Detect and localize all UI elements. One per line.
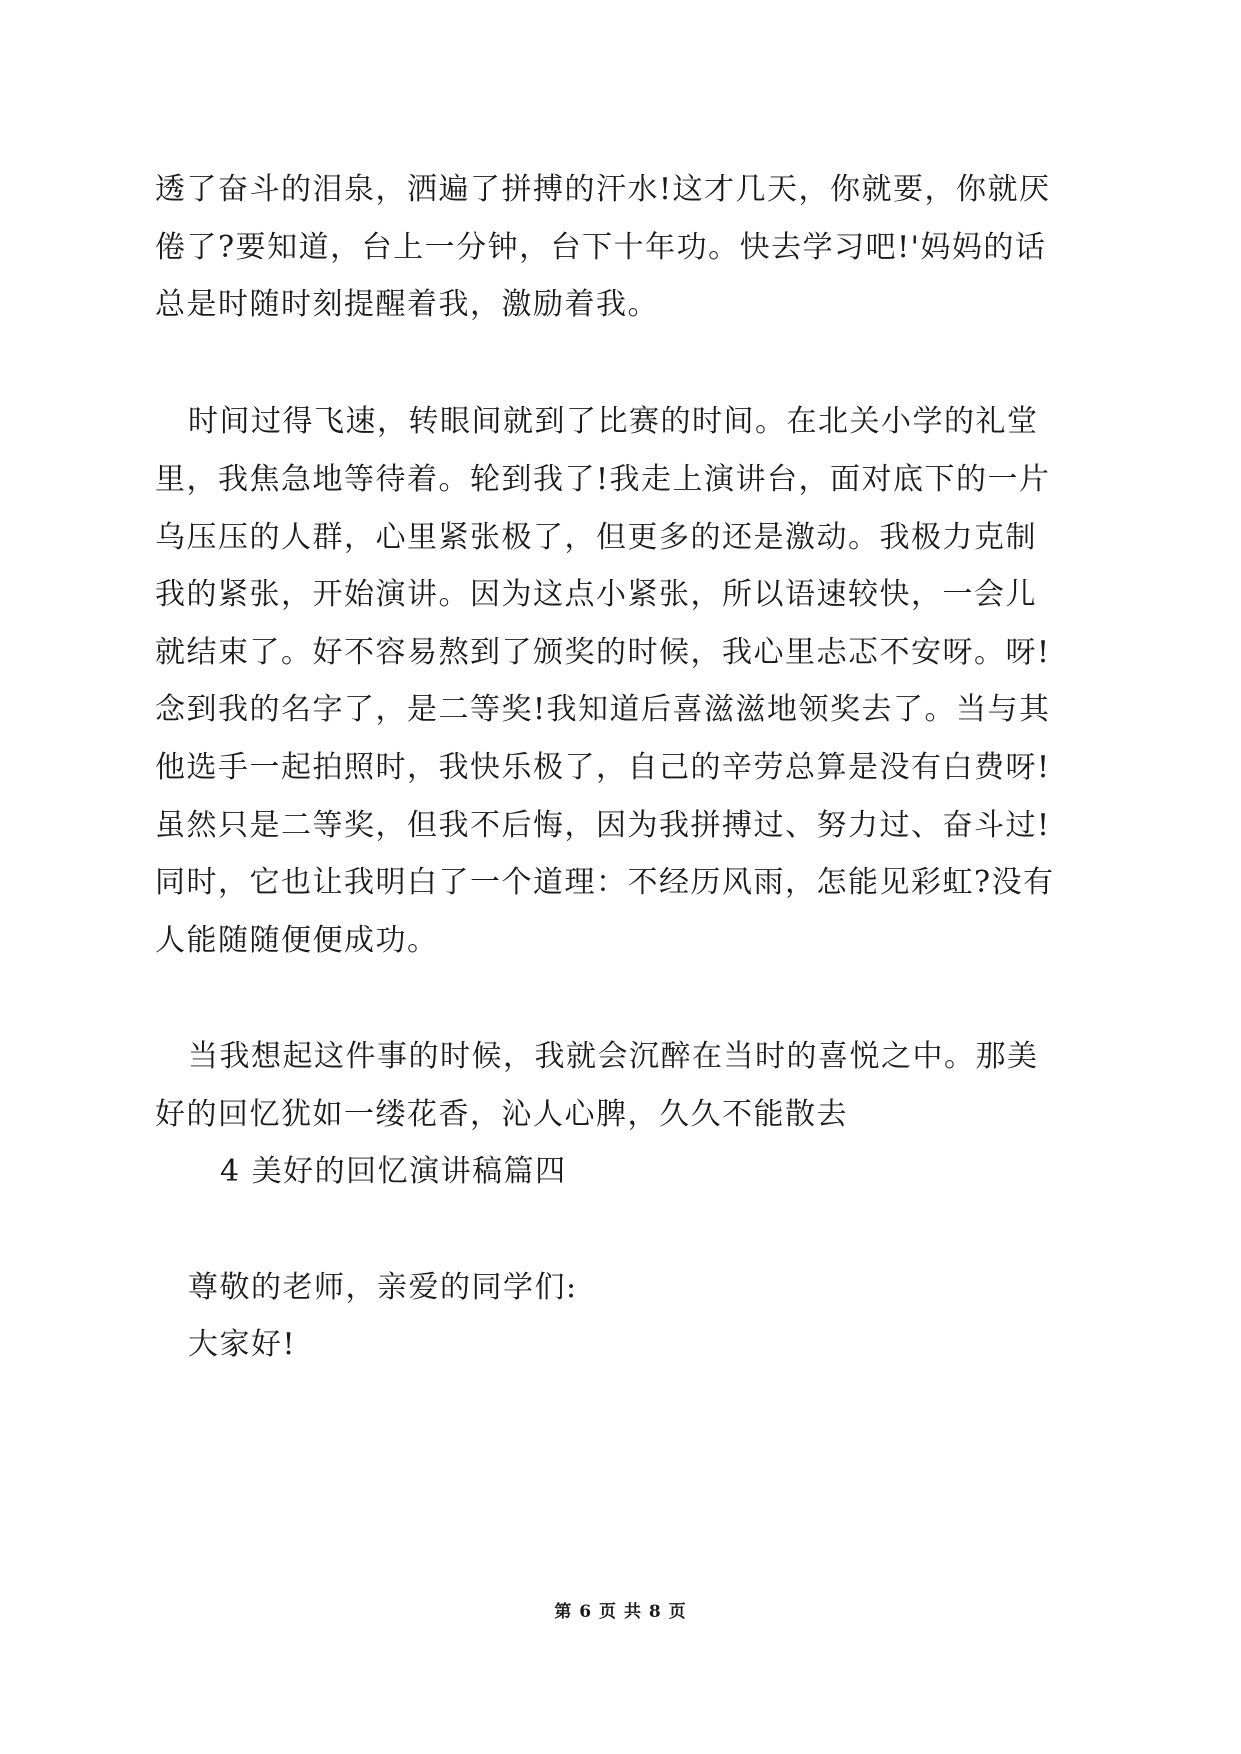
greeting: 尊敬的老师，亲爱的同学们: (188, 1270, 578, 1305)
paragraph-2-line-10: 人能随随便便成功。 (155, 923, 439, 958)
salutation: 大家好! (188, 1327, 297, 1362)
paragraph-2-line-8: 虽然只是二等奖，但我不后悔，因为我拼搏过、努力过、奋斗过! (155, 808, 1051, 843)
paragraph-2-line-4: 我的紧张，开始演讲。因为这点小紧张，所以语速较快，一会儿 (155, 577, 1037, 612)
section-heading: 4 美好的回忆演讲稿篇四 (220, 1154, 567, 1189)
paragraph-3-line-1: 当我想起这件事的时候，我就会沉醉在当时的喜悦之中。那美 (188, 1039, 1039, 1074)
paragraph-2-line-2: 里，我焦急地等待着。轮到我了!我走上演讲台，面对底下的一片 (155, 462, 1051, 497)
paragraph-2-line-9: 同时，它也让我明白了一个道理：不经历风雨，怎能见彩虹?没有 (155, 865, 1055, 900)
paragraph-3-line-2: 好的回忆犹如一缕花香，沁人心脾，久久不能散去 (155, 1097, 848, 1132)
paragraph-2-line-6: 念到我的名字了，是二等奖!我知道后喜滋滋地领奖去了。当与其 (155, 692, 1051, 727)
paragraph-2-line-3: 乌压压的人群，心里紧张极了，但更多的还是激动。我极力克制 (155, 520, 1037, 555)
paragraph-1-line-1: 透了奋斗的泪泉，洒遍了拼搏的汗水!这才几天，你就要，你就厌 (155, 172, 1051, 207)
page-number-footer: 第 6 页 共 8 页 (554, 1602, 687, 1622)
paragraph-1-line-2: 倦了?要知道，台上一分钟，台下十年功。快去学习吧!'妈妈的话 (155, 230, 1047, 265)
paragraph-2-line-7: 他选手一起拍照时，我快乐极了，自己的辛劳总算是没有白费呀! (155, 750, 1051, 785)
paragraph-2-line-1: 时间过得飞速，转眼间就到了比赛的时间。在北关小学的礼堂 (188, 404, 1039, 439)
paragraph-2-line-5: 就结束了。好不容易熬到了颁奖的时候，我心里忐忑不安呀。呀! (155, 635, 1051, 670)
paragraph-1-line-3: 总是时随时刻提醒着我，激励着我。 (155, 287, 659, 322)
